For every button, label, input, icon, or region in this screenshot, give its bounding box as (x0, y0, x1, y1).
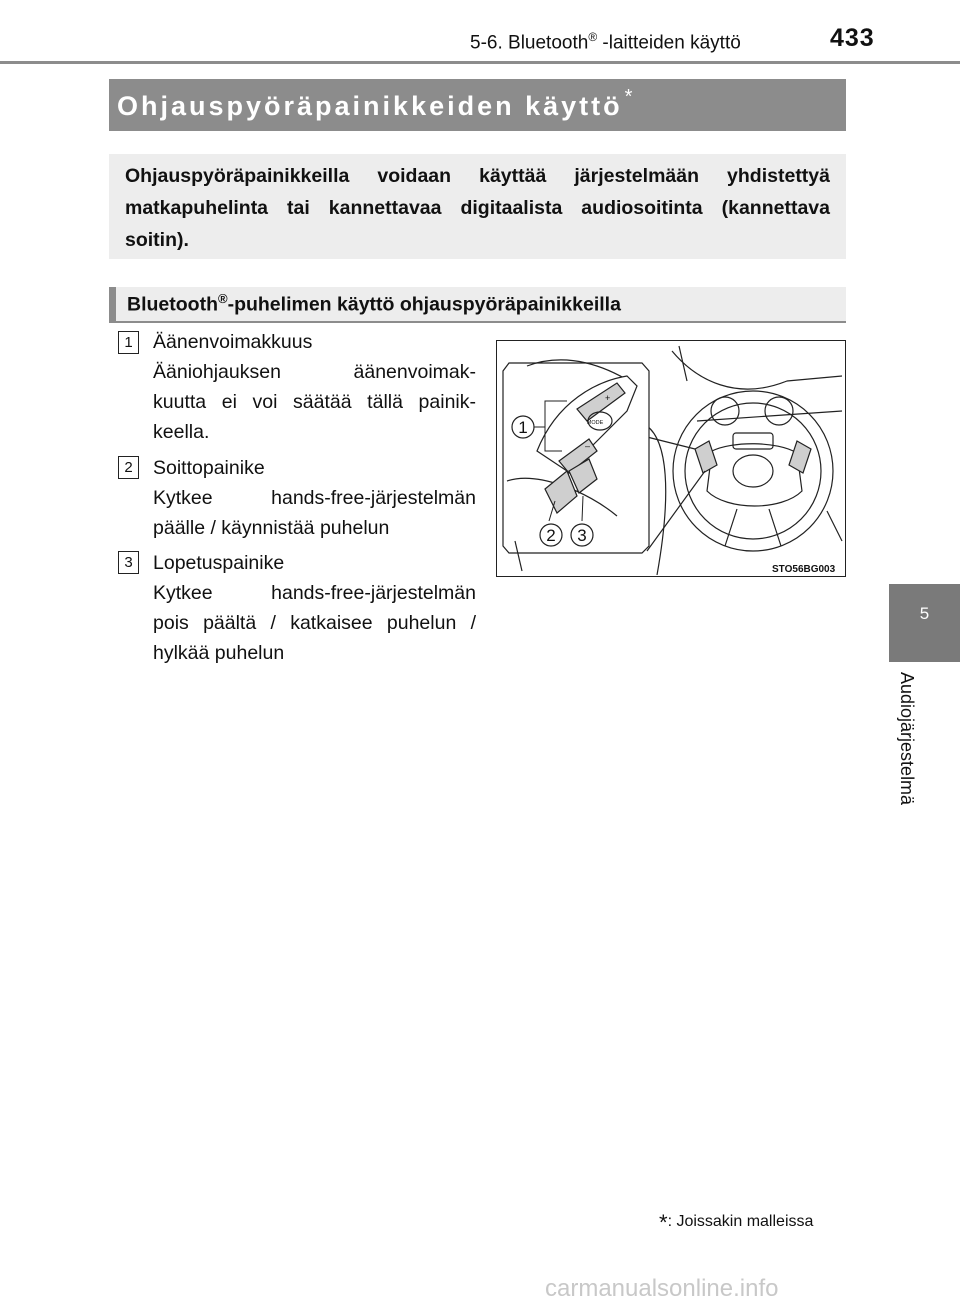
watermark: carmanualsonline.info (545, 1275, 779, 1302)
item-1: Äänenvoimakkuus Ääniohjauksen äänenvoimak- kuutta ei voi säätää tällä painik- keella. (153, 327, 476, 447)
volume-down-label: – (585, 441, 591, 451)
volume-up-label: + (605, 393, 611, 403)
chapter-title: Audiojärjestelmä (897, 672, 917, 806)
item-2: Soittopainike Kytkee hands-free-järjestelmän päälle / käynnistää puhelun (153, 453, 476, 543)
figure-code: STO56BG003 (772, 564, 836, 575)
header-section-title: 5-6. Bluetooth® -laitteiden käyttö (470, 30, 741, 54)
item-number-1: 1 (118, 331, 139, 354)
item-3-name: Lopetuspainike (153, 552, 285, 574)
item-1-name: Äänenvoimakkuus (153, 331, 313, 353)
mode-button-label: MODE (586, 420, 604, 426)
item-number-3: 3 (118, 551, 139, 574)
footnote-asterisk: * (659, 1210, 668, 1235)
figure-callout-3: 3 (577, 526, 587, 545)
figure-callout-2: 2 (546, 526, 556, 545)
item-3: Lopetuspainike Kytkee hands-free-järjestelmän pois päältä / katkaisee puhelun / hylkää puhelun (153, 548, 476, 668)
footnote: *: Joissakin malleissa (659, 1210, 814, 1235)
item-number-2: 2 (118, 456, 139, 479)
subheading-title: Bluetooth®-puhelimen käyttö ohjauspyöräpainikkeilla (127, 291, 621, 316)
figure-callout-1: 1 (518, 418, 528, 437)
item-2-name: Soittopainike (153, 457, 265, 479)
title-asterisk: * (624, 86, 636, 108)
steering-wheel-illustration (496, 340, 846, 577)
chapter-tab: 5 (889, 584, 960, 662)
subheading-accent (109, 287, 116, 323)
page-number: 433 (830, 24, 875, 52)
header-rule (0, 61, 960, 64)
intro-text: Ohjauspyöräpainikkeilla voidaan käyttää järjestelmään yhdistettyä matkapuhelinta tai kannettavaa digitaalista audiosoitinta (kannettava soitin). (125, 165, 830, 251)
page-title: Ohjauspyöräpainikkeiden käyttö * (117, 86, 636, 121)
